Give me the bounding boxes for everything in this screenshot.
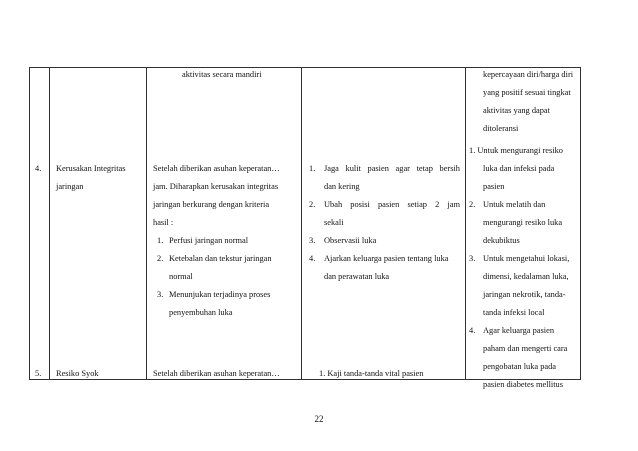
rationale-text: Untuk melatih dan: [483, 200, 546, 209]
outcome-text: Setelah diberikan asuhan keperatan…: [153, 369, 280, 378]
intervention-number: 3.: [309, 236, 316, 245]
diagnosis-line: jaringan: [56, 182, 84, 191]
intervention-text: Jaga kulit pasien agar tetap bersih: [324, 164, 460, 173]
rationale-text: pasien: [483, 182, 505, 191]
column-divider-3: [301, 67, 302, 380]
continued-rationale-line: kepercayaan diri/harga diri: [483, 70, 574, 79]
intervention-text: Ajarkan keluarga pasien tentang luka: [324, 254, 449, 263]
rationale-text: Untuk mengetahui lokasi,: [483, 254, 570, 263]
rationale-text: tanda infeksi local: [483, 308, 545, 317]
rationale-number: 2.: [469, 200, 476, 209]
continued-rationale-line: aktivitas yang dapat: [483, 106, 550, 115]
rationale-number: 3.: [469, 254, 476, 263]
rationale-text: mengurangi resiko luka: [483, 218, 563, 227]
intervention-text: sekali: [324, 218, 344, 227]
outcome-item-text: Menunjukan terjadinya proses: [169, 290, 271, 299]
intervention-number: 4.: [309, 254, 316, 263]
outcome-item-text: penyembuhan luka: [169, 308, 233, 317]
rationale-heading: 1. Untuk mengurangi resiko: [469, 146, 563, 155]
outcome-item-number: 3.: [157, 290, 164, 299]
rationale-text: paham dan mengerti cara: [483, 344, 568, 353]
intervention-text: dan kering: [324, 182, 360, 191]
outcome-line: hasil :: [153, 218, 174, 227]
column-divider-1: [49, 67, 50, 380]
row-number: 5.: [35, 369, 42, 378]
rationale-number: 4.: [469, 326, 476, 335]
table-right-border: [580, 67, 581, 380]
diagnosis-text: Resiko Syok: [56, 369, 99, 378]
outcome-line: Setelah diberikan asuhan keperatan…: [153, 164, 280, 173]
rationale-text: jaringan nekrotik, tanda-: [483, 290, 566, 299]
intervention-number: 2.: [309, 200, 316, 209]
page-number: 22: [314, 414, 324, 424]
intervention-number: 1.: [309, 164, 316, 173]
rationale-text: pengobatan luka pada: [483, 362, 557, 371]
rationale-text: luka dan infeksi pada: [483, 164, 555, 173]
diagnosis-line: Kerusakan Integritas: [56, 164, 126, 173]
outcome-item-text: normal: [169, 272, 193, 281]
column-divider-4: [465, 67, 466, 380]
intervention-text: dan perawatan luka: [324, 272, 390, 281]
outcome-item-text: Perfusi jaringan normal: [169, 236, 249, 245]
intervention-text: Ubah posisi pasien setiap 2 jam: [324, 200, 460, 209]
rationale-text: Agar keluarga pasien: [483, 326, 555, 335]
row-number: 4.: [35, 164, 42, 173]
outcome-item-text: Ketebalan dan tekstur jaringan: [169, 254, 272, 263]
continued-outcome-text: aktivitas secara mandiri: [182, 70, 262, 79]
continued-rationale-line: ditoleransi: [483, 124, 519, 133]
intervention-text: Observasii luka: [324, 236, 377, 245]
rationale-text: pasien diabetes mellitus: [483, 380, 564, 389]
rationale-text: dimensi, kedalaman luka,: [483, 272, 569, 281]
intervention-text: 1. Kaji tanda-tanda vital pasien: [319, 369, 424, 378]
outcome-line: jam. Diharapkan kerusakan integritas: [153, 182, 279, 191]
outcome-line: jaringan berkurang dengan kriteria: [153, 200, 270, 209]
column-divider-2: [146, 67, 147, 380]
outcome-item-number: 1.: [157, 236, 164, 245]
rationale-text: dekubiktus: [483, 236, 520, 245]
outcome-item-number: 2.: [157, 254, 164, 263]
continued-rationale-line: yang positif sesuai tingkat: [483, 88, 571, 97]
table-left-border: [29, 67, 30, 380]
table-top-border: [29, 67, 581, 68]
